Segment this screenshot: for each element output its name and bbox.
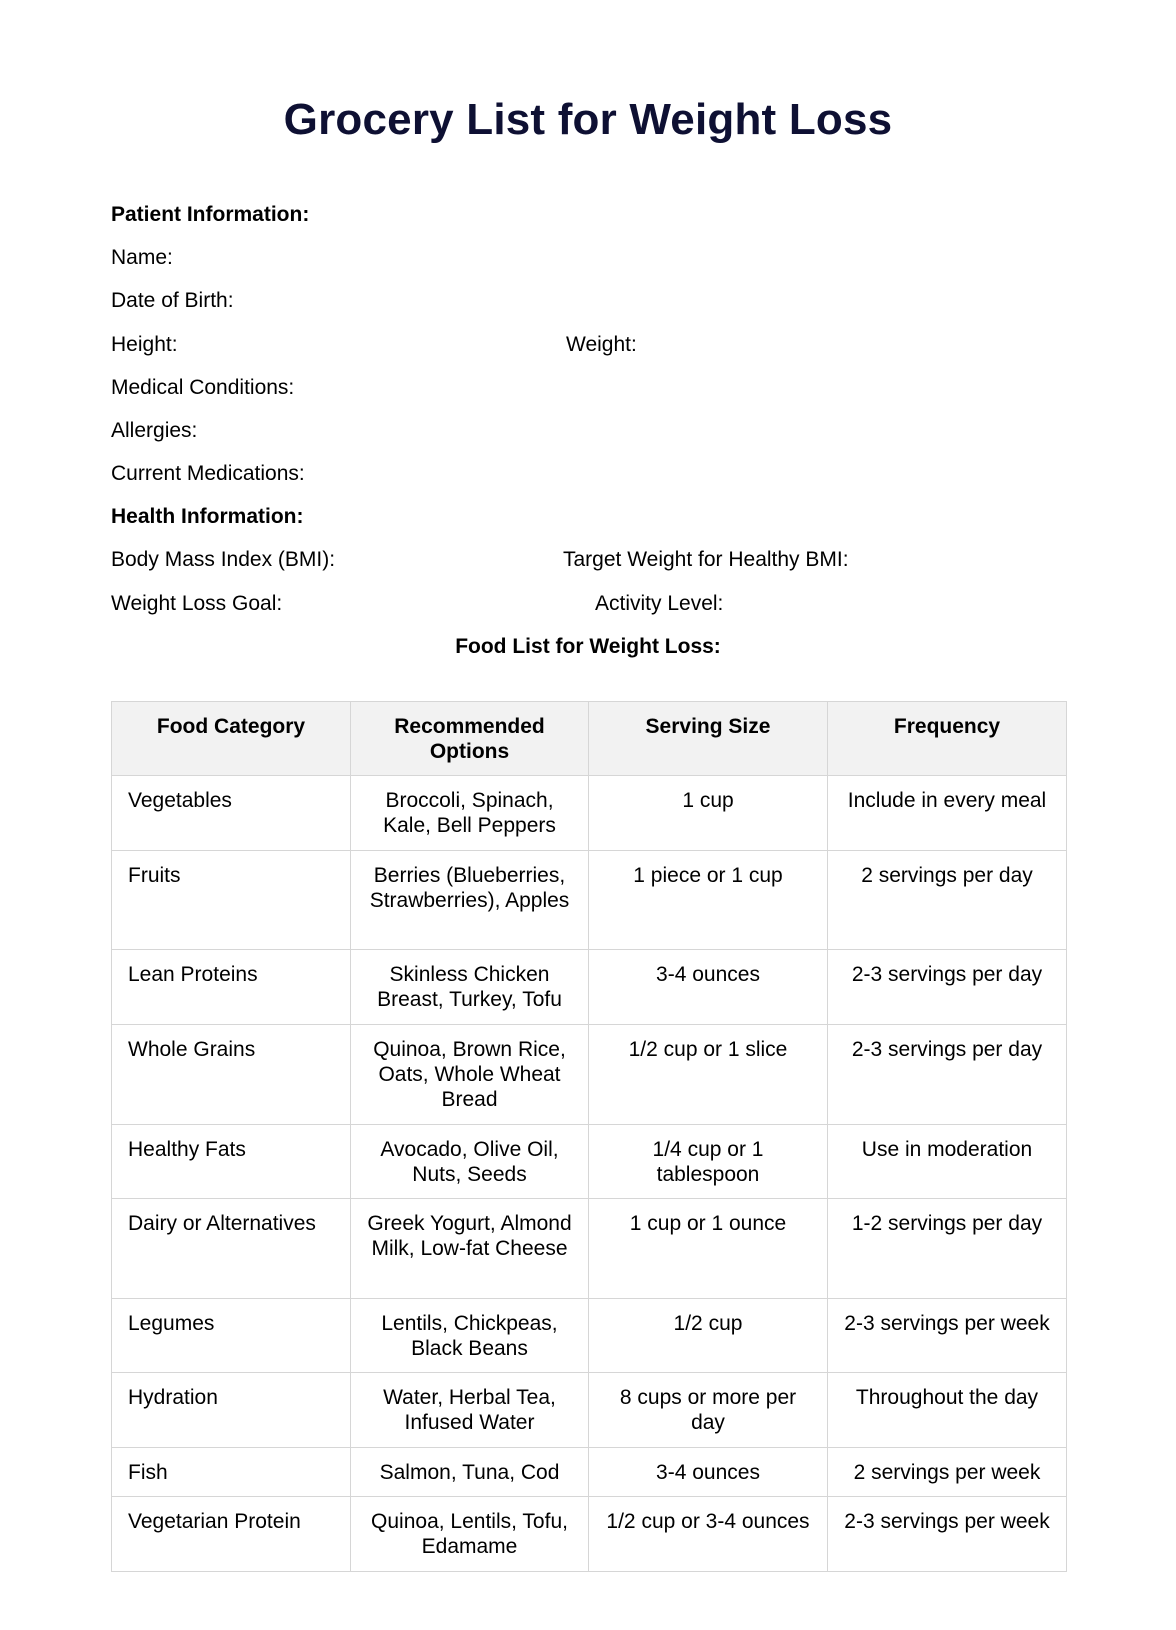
cell-category: Fish	[112, 1448, 351, 1497]
cell-frequency: 2-3 servings per day	[828, 950, 1067, 1025]
cell-category: Legumes	[112, 1299, 351, 1373]
cell-frequency: Include in every meal	[828, 776, 1067, 851]
table-row	[112, 1025, 1067, 1125]
cell-frequency: 2 servings per week	[828, 1448, 1067, 1497]
name-label: Name:	[111, 246, 173, 269]
cell-options: Berries (Blueberries, Strawberries), Apples	[351, 851, 589, 950]
cell-options: Quinoa, Lentils, Tofu, Edamame	[351, 1497, 589, 1572]
column-header-recommended-options: Recommended Options	[351, 702, 589, 776]
table-row	[112, 1448, 1067, 1497]
weight-loss-goal-label: Weight Loss Goal:	[111, 592, 283, 615]
table-row	[112, 950, 1067, 1025]
table-row	[112, 1125, 1067, 1199]
table-row	[112, 1373, 1067, 1448]
bmi-label: Body Mass Index (BMI):	[111, 548, 336, 571]
cell-options: Avocado, Olive Oil, Nuts, Seeds	[351, 1125, 589, 1199]
table-row	[112, 1199, 1067, 1299]
page-title: Grocery List for Weight Loss	[283, 95, 893, 144]
health-info-heading: Health Information:	[111, 505, 304, 528]
cell-category: Fruits	[112, 851, 351, 950]
cell-options: Skinless Chicken Breast, Turkey, Tofu	[351, 950, 589, 1025]
food-table	[111, 701, 1067, 1572]
cell-frequency: Throughout the day	[828, 1373, 1067, 1448]
table-header-row	[112, 702, 1067, 776]
medications-label: Current Medications:	[111, 462, 305, 485]
cell-options: Salmon, Tuna, Cod	[351, 1448, 589, 1497]
column-header-food-category: Food Category	[112, 702, 351, 776]
cell-category: Hydration	[112, 1373, 351, 1448]
cell-serving: 3-4 ounces	[589, 1448, 828, 1497]
cell-frequency: 1-2 servings per day	[828, 1199, 1067, 1299]
cell-frequency: 2 servings per day	[828, 851, 1067, 950]
cell-category: Vegetarian Protein	[112, 1497, 351, 1572]
cell-serving: 1 piece or 1 cup	[589, 851, 828, 950]
cell-frequency: 2-3 servings per week	[828, 1497, 1067, 1572]
cell-serving: 1/2 cup or 1 slice	[589, 1025, 828, 1125]
cell-serving: 1 cup or 1 ounce	[589, 1199, 828, 1299]
table-row	[112, 1497, 1067, 1572]
cell-category: Vegetables	[112, 776, 351, 851]
height-label: Height:	[111, 333, 178, 356]
table-row	[112, 776, 1067, 851]
cell-category: Whole Grains	[112, 1025, 351, 1125]
patient-info-heading: Patient Information:	[111, 203, 310, 226]
cell-frequency: 2-3 servings per day	[828, 1025, 1067, 1125]
table-row	[112, 1299, 1067, 1373]
allergies-label: Allergies:	[111, 419, 198, 442]
cell-category: Dairy or Alternatives	[112, 1199, 351, 1299]
cell-options: Greek Yogurt, Almond Milk, Low-fat Cheese	[351, 1199, 589, 1299]
cell-serving: 1 cup	[589, 776, 828, 851]
cell-options: Lentils, Chickpeas, Black Beans	[351, 1299, 589, 1373]
cell-category: Lean Proteins	[112, 950, 351, 1025]
dob-label: Date of Birth:	[111, 289, 234, 312]
medical-conditions-label: Medical Conditions:	[111, 376, 295, 399]
column-header-frequency: Frequency	[828, 702, 1067, 776]
target-weight-label: Target Weight for Healthy BMI:	[563, 548, 849, 571]
cell-serving: 1/4 cup or 1 tablespoon	[589, 1125, 828, 1199]
cell-frequency: Use in moderation	[828, 1125, 1067, 1199]
cell-options: Quinoa, Brown Rice, Oats, Whole Wheat Bread	[351, 1025, 589, 1125]
table-row	[112, 851, 1067, 950]
weight-label: Weight:	[566, 333, 637, 356]
column-header-serving-size: Serving Size	[589, 702, 828, 776]
cell-serving: 8 cups or more per day	[589, 1373, 828, 1448]
food-list-heading: Food List for Weight Loss:	[455, 635, 721, 658]
cell-serving: 1/2 cup	[589, 1299, 828, 1373]
cell-options: Broccoli, Spinach, Kale, Bell Peppers	[351, 776, 589, 851]
cell-serving: 3-4 ounces	[589, 950, 828, 1025]
cell-frequency: 2-3 servings per week	[828, 1299, 1067, 1373]
cell-options: Water, Herbal Tea, Infused Water	[351, 1373, 589, 1448]
activity-level-label: Activity Level:	[595, 592, 724, 615]
cell-serving: 1/2 cup or 3-4 ounces	[589, 1497, 828, 1572]
cell-category: Healthy Fats	[112, 1125, 351, 1199]
